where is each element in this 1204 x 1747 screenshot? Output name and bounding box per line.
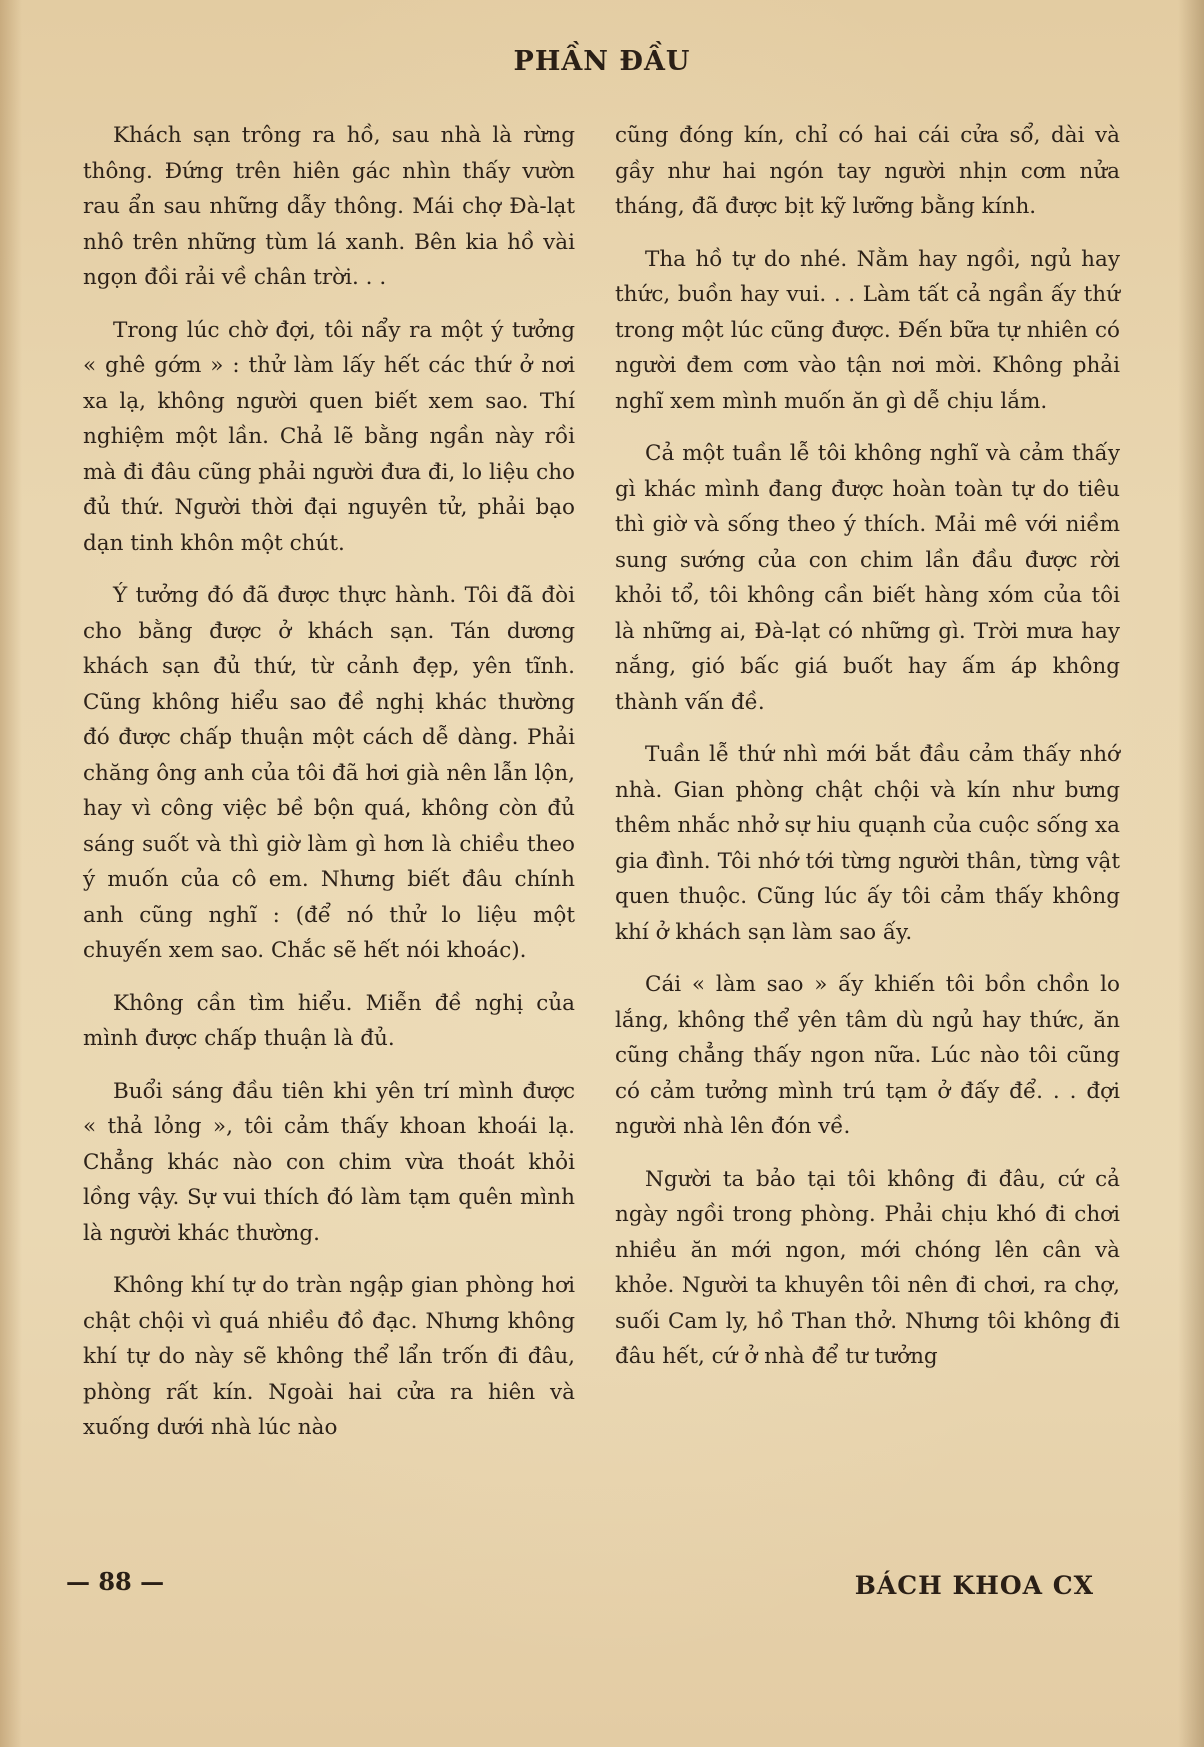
section-title: PHẦN ĐẦU xyxy=(513,46,691,77)
paragraph: Ý tưởng đó đã được thực hành. Tôi đã đòi cho bằng được ở khách sạn. Tán dương khách sạn đủ thứ, từ cảnh đẹp, yên tĩnh. Cũng không hiểu sao đề nghị khác thường đó được chấp thuận một cách dễ dàng. Phải chăng ông anh của tôi đã hơi già nên lẫn lộn, hay vì công việc bề bộn quá, không còn đủ sáng suốt và thì giờ làm gì hơn là chiều theo ý muốn của cô em. Nhưng biết đâu chính anh cũng nghĩ : (để nó thử lo liệu một chuyến xem sao. Chắc sẽ hết nói khoác). xyxy=(83,583,575,963)
paragraph: Người ta bảo tại tôi không đi đâu, cứ cả ngày ngồi trong phòng. Phải chịu khó đi chơi nhiều ăn mới ngon, mới chóng lên cân và khỏe. Người ta khuyên tôi nên đi chơi, ra chợ, suối Cam ly, hồ Than thở. Nhưng tôi không đi đâu hết, cứ ở nhà để tư tưởng xyxy=(615,1166,1120,1369)
journal-name: BÁCH KHOA CX xyxy=(854,1571,1094,1600)
paragraph: Không khí tự do tràn ngập gian phòng hơi chật chội vì quá nhiều đồ đạc. Nhưng không khí tự do này sẽ không thể lẩn trốn đi đâu, phòng rất kín. Ngoài hai cửa ra hiên và xuống dưới nhà lúc nào xyxy=(83,1273,575,1440)
paragraph: Trong lúc chờ đợi, tôi nẩy ra một ý tưởng « ghê gớm » : thử làm lấy hết các thứ ở nơi xa lạ, không người quen biết xem sao. Thí nghiệm một lần. Chả lẽ bằng ngần này rồi mà đi đâu cũng phải người đưa đi, lo liệu cho đủ thứ. Người thời đại nguyên tử, phải bạo dạn tinh khôn một chút. xyxy=(83,317,575,556)
paragraph-continued: cũng đóng kín, chỉ có hai cái cửa sổ, dài và gầy như hai ngón tay người nhịn cơm nửa tháng, đã được bịt kỹ lưỡng bằng kính. xyxy=(615,123,1120,219)
paragraph: Khách sạn trông ra hồ, sau nhà là rừng thông. Đứng trên hiên gác nhìn thấy vườn rau ẩn sau những dẫy thông. Mái chợ Đà-lạt nhô trên những tùm lá xanh. Bên kia hồ vài ngọn đồi rải về chân trời. . . xyxy=(83,123,575,290)
page-edge-shadow-right xyxy=(1178,0,1204,1747)
page-edge-shadow-left xyxy=(0,0,22,1747)
left-column xyxy=(83,118,575,1463)
paragraph: Không cần tìm hiểu. Miễn đề nghị của mình được chấp thuận là đủ. xyxy=(83,990,575,1051)
paragraph: Tha hồ tự do nhé. Nằm hay ngồi, ngủ hay thức, buồn hay vui. . . Làm tất cả ngần ấy thứ trong một lúc cũng được. Đến bữa tự nhiên có người đem cơm vào tận nơi mời. Không phải nghĩ xem mình muốn ăn gì dễ chịu lắm. xyxy=(615,246,1120,414)
page-number: — 88 — xyxy=(66,1567,165,1596)
paragraph: Tuần lễ thứ nhì mới bắt đầu cảm thấy nhớ nhà. Gian phòng chật chội và kín như bưng thêm nhắc nhở sự hiu quạnh của cuộc sống xa gia đình. Tôi nhớ tới từng người thân, từng vật quen thuộc. Cũng lúc ấy tôi cảm thấy không khí ở khách sạn làm sao ấy. xyxy=(615,742,1120,945)
paragraph: Cả một tuần lễ tôi không nghĩ và cảm thấy gì khác mình đang được hoàn toàn tự do tiêu thì giờ và sống theo ý thích. Mải mê với niềm sung sướng của con chim lần đầu được rời khỏi tổ, tôi không cần biết hàng xóm của tôi là những ai, Đà-lạt có những gì. Trời mưa hay nắng, gió bấc giá buốt hay ấm áp không thành vấn đề. xyxy=(615,441,1120,715)
paragraph: Buổi sáng đầu tiên khi yên trí mình được « thả lỏng », tôi cảm thấy khoan khoái lạ. Chẳng khác nào con chim vừa thoát khỏi lồng vậy. Sự vui thích đó làm tạm quên mình là người khác thường. xyxy=(83,1078,575,1246)
right-column xyxy=(615,118,1120,1392)
paragraph: Cái « làm sao » ấy khiến tôi bồn chồn lo lắng, không thể yên tâm dù ngủ hay thức, ăn cũng chẳng thấy ngon nữa. Lúc nào tôi cũng có cảm tưởng mình trú tạm ở đấy để. . . đợi người nhà lên đón về. xyxy=(615,972,1120,1139)
